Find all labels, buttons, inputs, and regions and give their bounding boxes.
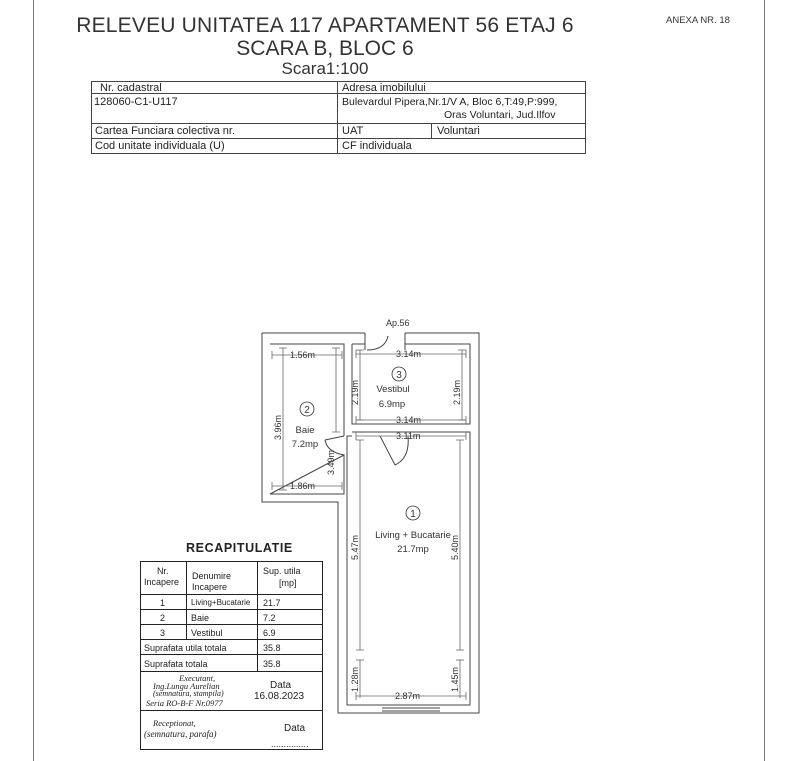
room-number-vestibul: 3 bbox=[396, 370, 402, 381]
receptionat-sub: (semnatura, parafa) bbox=[144, 729, 217, 739]
uat-label: UAT bbox=[342, 125, 364, 137]
executant-serie: Seria RO-B-F Nr.0977 bbox=[146, 698, 223, 708]
dim-living-low-left: 1.28m bbox=[350, 666, 360, 692]
recap-divider bbox=[186, 562, 187, 640]
recap-total-value: 35.8 bbox=[263, 659, 281, 669]
recap-col-nr: Nr. bbox=[157, 566, 169, 576]
recap-row-nr: 1 bbox=[160, 598, 166, 608]
recap-row-area: 7.2 bbox=[263, 613, 276, 623]
executant-name: Ing.Lungu Aurelian bbox=[153, 681, 220, 691]
recap-row-area: 6.9 bbox=[263, 628, 276, 638]
window bbox=[382, 708, 440, 711]
recap-row-area: 21.7 bbox=[263, 598, 281, 608]
room-name-living: Living + Bucatarie bbox=[375, 530, 451, 541]
document-subtitle: SCARA B, BLOC 6 bbox=[236, 37, 414, 60]
dim-baie-right: 3.49m bbox=[326, 449, 336, 475]
entrance bbox=[365, 333, 405, 350]
dim-living-low-right: 1.45m bbox=[450, 666, 460, 692]
room-name-vestibul: Vestibul bbox=[376, 384, 410, 395]
dim-vestibul-bottom: 3.14m bbox=[396, 415, 422, 425]
dim-vestibul-top: 3.14m bbox=[396, 349, 422, 359]
recap-title: RECAPITULATIE bbox=[186, 541, 293, 555]
recap-divider bbox=[141, 639, 322, 640]
room-name-baie: Baie bbox=[295, 425, 315, 436]
recap-row-nr: 3 bbox=[160, 628, 166, 638]
dim-living-top: 3.11m bbox=[396, 431, 421, 441]
annex-label: ANEXA NR. 18 bbox=[666, 15, 730, 26]
dim-living-bottom: 2.87m bbox=[395, 691, 421, 701]
data2-label: Data bbox=[284, 723, 306, 734]
dim-baie-top: 1.56m bbox=[290, 350, 316, 360]
living-walls bbox=[347, 436, 352, 502]
recap-total-util-value: 35.8 bbox=[263, 643, 281, 653]
recap-col-nr-sub: Incapere bbox=[144, 577, 180, 587]
recap-total-util-label: Suprafata utila totala bbox=[144, 643, 227, 653]
neighbor-label: Ap.56 bbox=[386, 318, 410, 328]
carte-funciara-label: Cartea Funciara colectiva nr. bbox=[95, 125, 236, 137]
recap-divider bbox=[257, 562, 258, 671]
recap-row-name: Vestibul bbox=[191, 628, 223, 638]
recap-row-nr: 2 bbox=[160, 613, 166, 623]
data-value: 16.08.2023 bbox=[254, 691, 305, 702]
recap-divider bbox=[141, 671, 322, 672]
room-area-vestibul: 6.9mp bbox=[378, 399, 406, 410]
adresa-label: Adresa imobilului bbox=[342, 82, 426, 94]
receptionat-label: Receptionat, bbox=[153, 718, 196, 728]
recap-total-label: Suprafata totala bbox=[144, 659, 208, 669]
recap-divider bbox=[141, 609, 322, 610]
room-area-living: 21.7mp bbox=[397, 544, 429, 555]
recap-col-sup: Sup. utila bbox=[263, 566, 301, 576]
room-area-baie: 7.2mp bbox=[291, 439, 319, 450]
recap-divider bbox=[141, 624, 322, 625]
dim-living-right: 5.40m bbox=[450, 534, 460, 560]
adresa-line1: Bulevardul Pipera,Nr.1/V A, Bloc 6,T:49,P:999, bbox=[342, 96, 558, 108]
dim-vestibul-right: 2.19m bbox=[452, 379, 462, 405]
recap-col-sup-sub: [mp] bbox=[279, 578, 297, 588]
recap-col-denumire: Denumire bbox=[192, 571, 232, 581]
nr-cadastral-label: Nr. cadastral bbox=[100, 82, 162, 94]
data2-dots: ............... bbox=[271, 739, 309, 749]
entrance-door-swing bbox=[367, 336, 388, 350]
dim-vestibul-left: 2.19m bbox=[350, 379, 360, 405]
room-number-living: 1 bbox=[410, 509, 416, 520]
executant-sub: (semnatura, stampila) bbox=[153, 689, 224, 698]
cf-individuala-label: CF individuala bbox=[342, 140, 412, 152]
living-walls bbox=[347, 432, 470, 705]
nr-cadastral-value: 128060-C1-U117 bbox=[94, 96, 178, 108]
recap-col-denumire-sub: Incapere bbox=[192, 582, 228, 592]
dim-baie-left: 3.96m bbox=[273, 414, 283, 440]
cod-unitate-label: Cod unitate individuala (U) bbox=[95, 140, 225, 152]
recap-divider bbox=[141, 710, 322, 711]
recap-table bbox=[140, 561, 323, 750]
dim-baie-bottom: 1.86m bbox=[290, 481, 316, 491]
adresa-line2: Oras Voluntari, Jud.Ilfov bbox=[444, 109, 556, 121]
recap-divider bbox=[141, 654, 322, 655]
recap-row-name: Baie bbox=[191, 613, 210, 623]
document-title: RELEVEU UNITATEA 117 APARTAMENT 56 ETAJ 6 bbox=[76, 14, 574, 37]
room-number-baie: 2 bbox=[304, 405, 310, 416]
data-label: Data bbox=[270, 680, 292, 691]
recap-row-name: Living+Bucatarie bbox=[191, 598, 251, 607]
uat-value: Voluntari bbox=[437, 125, 480, 137]
recap-divider bbox=[141, 594, 322, 595]
executant-label: Executant, bbox=[179, 673, 216, 683]
dim-living-left: 5.47m bbox=[350, 534, 360, 560]
document-scale: Scara1:100 bbox=[281, 59, 369, 78]
